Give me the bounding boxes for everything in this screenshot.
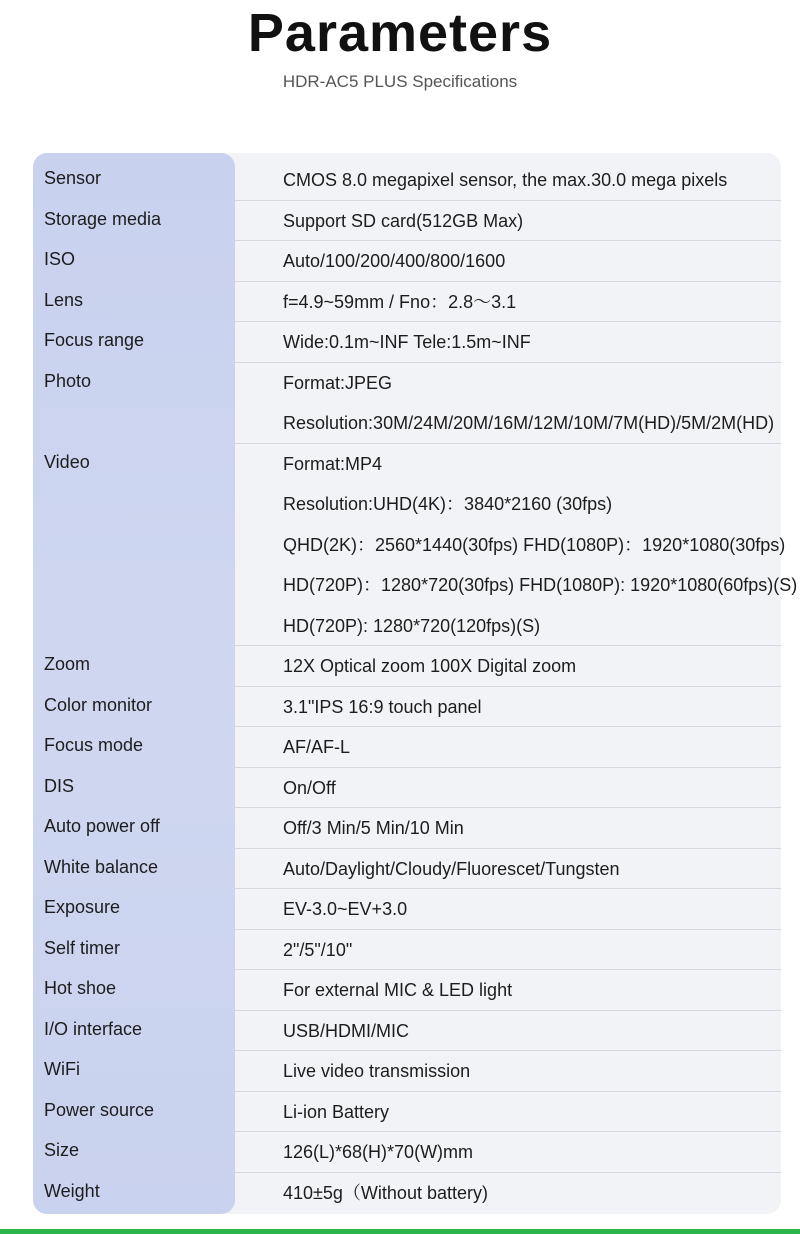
spec-row xyxy=(33,1051,781,1092)
spec-values xyxy=(283,363,781,444)
spec-row xyxy=(33,241,781,282)
spec-value: USB/HDMI/MIC xyxy=(283,1020,409,1041)
spec-values xyxy=(283,444,798,647)
spec-value: EV-3.0~EV+3.0 xyxy=(283,899,408,919)
spec-row xyxy=(33,808,781,849)
spec-row xyxy=(33,970,781,1011)
spec-label: Focus range xyxy=(44,330,145,350)
spec-values xyxy=(283,282,781,323)
spec-label: White balance xyxy=(44,856,159,877)
spec-value: For external MIC & LED light xyxy=(283,980,513,1000)
spec-row xyxy=(33,282,781,323)
spec-values xyxy=(283,1011,781,1052)
spec-value: QHD(2K)：2560*1440(30fps) FHD(1080P)：1920*1080(30fps) xyxy=(283,534,786,555)
spec-value: 3.1"IPS 16:9 touch panel xyxy=(283,696,482,717)
spec-row xyxy=(33,889,781,930)
spec-values xyxy=(283,1092,781,1133)
spec-label: Power source xyxy=(44,1099,155,1120)
spec-label: ISO xyxy=(44,249,76,269)
spec-row xyxy=(33,160,781,201)
spec-value: Resolution:UHD(4K)：3840*2160 (30fps) xyxy=(283,494,613,514)
spec-value: HD(720P)：1280*720(30fps) FHD(1080P): 1920*1080(60fps)(S) xyxy=(283,575,798,595)
spec-row xyxy=(33,444,798,647)
spec-values xyxy=(283,930,781,971)
spec-value: Auto/Daylight/Cloudy/Fluorescet/Tungsten xyxy=(283,858,620,879)
spec-label: Video xyxy=(44,451,90,472)
spec-label: I/O interface xyxy=(44,1018,143,1039)
spec-label: Sensor xyxy=(44,168,102,188)
spec-value: HD(720P): 1280*720(120fps)(S) xyxy=(283,615,541,636)
spec-label: Focus mode xyxy=(44,735,144,755)
spec-row xyxy=(33,1011,781,1052)
spec-values xyxy=(283,768,781,809)
spec-value: 410±5g（Without battery) xyxy=(283,1182,488,1203)
spec-label: Size xyxy=(44,1140,80,1160)
spec-row xyxy=(33,322,781,363)
spec-value: Support SD card(512GB Max) xyxy=(283,210,524,231)
spec-value: Resolution:30M/24M/20M/16M/12M/10M/7M(HD)/5M/2M(HD) xyxy=(283,413,775,433)
spec-value: Format:JPEG xyxy=(283,372,393,393)
spec-label: DIS xyxy=(44,775,75,796)
spec-row xyxy=(33,201,781,242)
spec-values xyxy=(283,201,781,242)
bottom-accent-line xyxy=(0,1229,800,1234)
spec-values xyxy=(283,849,781,890)
spec-row xyxy=(33,646,781,687)
spec-values xyxy=(283,1132,781,1173)
spec-value: 12X Optical zoom 100X Digital zoom xyxy=(283,656,577,676)
spec-label: Auto power off xyxy=(44,816,160,836)
spec-row xyxy=(33,768,781,809)
spec-label: WiFi xyxy=(44,1059,80,1079)
spec-values xyxy=(283,1051,781,1092)
spec-label: Storage media xyxy=(44,208,162,229)
spec-value: AF/AF-L xyxy=(283,737,351,757)
spec-value: Format:MP4 xyxy=(283,453,383,474)
spec-row xyxy=(33,727,781,768)
spec-label: Color monitor xyxy=(44,694,153,715)
spec-values xyxy=(283,160,781,201)
spec-value: Off/3 Min/5 Min/10 Min xyxy=(283,818,464,838)
spec-row xyxy=(33,849,781,890)
spec-values xyxy=(283,687,781,728)
spec-label: Exposure xyxy=(44,897,121,917)
spec-values xyxy=(283,1173,781,1214)
spec-values xyxy=(283,241,781,282)
spec-value: Auto/100/200/400/800/1600 xyxy=(283,251,506,271)
spec-label: Hot shoe xyxy=(44,978,117,998)
spec-values xyxy=(283,727,781,768)
spec-label: Photo xyxy=(44,370,92,391)
spec-value: 126(L)*68(H)*70(W)mm xyxy=(283,1142,474,1162)
spec-values xyxy=(283,322,781,363)
spec-label: Self timer xyxy=(44,937,121,958)
spec-table xyxy=(33,160,798,1213)
spec-value: f=4.9~59mm / Fno：2.8～3.1 xyxy=(283,291,517,312)
spec-label: Zoom xyxy=(44,654,91,674)
page-subtitle: HDR-AC5 PLUS Specifications xyxy=(282,72,518,91)
spec-value: Live video transmission xyxy=(283,1061,471,1081)
spec-values xyxy=(283,646,781,687)
spec-label: Weight xyxy=(44,1180,100,1201)
spec-values xyxy=(283,808,781,849)
spec-row xyxy=(33,1132,781,1173)
spec-row xyxy=(33,930,781,971)
spec-value: Wide:0.1m~INF Tele:1.5m~INF xyxy=(283,332,531,352)
spec-value: 2"/5"/10" xyxy=(283,939,353,960)
spec-values xyxy=(283,889,781,930)
spec-value: CMOS 8.0 megapixel sensor, the max.30.0 mega pixels xyxy=(283,170,728,190)
page-title: Parameters xyxy=(247,3,553,63)
spec-label: Lens xyxy=(44,289,84,310)
spec-row xyxy=(33,363,781,444)
spec-value: Li-ion Battery xyxy=(283,1101,390,1122)
spec-row xyxy=(33,1092,781,1133)
spec-row xyxy=(33,687,781,728)
spec-values xyxy=(283,970,781,1011)
spec-value: On/Off xyxy=(283,777,336,798)
spec-row xyxy=(33,1173,781,1214)
